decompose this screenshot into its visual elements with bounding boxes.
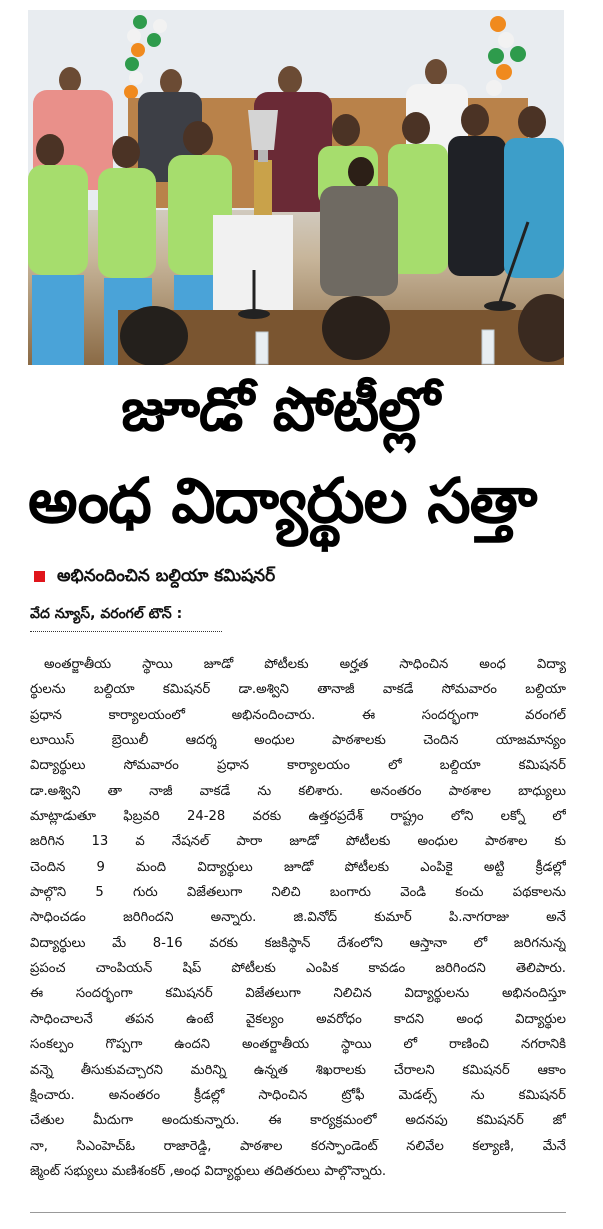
article-line: ప్రపంచ చాంపియన్ షిప్ పోటీలకు ఎంపిక కావడం జరిగిందని తెలిపారు. [30,961,566,977]
article-line: ఈ సందర్భంగా కమిషనర్ విజేతలుగా నిలిచిన విద్యార్థులను అభినందిస్తూ [30,986,566,1002]
dateline-divider [30,631,222,632]
article-line: సంకల్పం గొప్పగా ఉందని అంతర్జాతీయ స్థాయి లో రాణించి నగరానికి [30,1037,566,1053]
article-line: సాధించడం జరిగిందని అన్నారు. జి.వినోద్ కుమార్ పి.నాగరాజు అనే [30,910,566,926]
headline-line-1: జూడో పోటీల్లో [121,375,439,445]
article-line: జరిగిన 13 వ నేషనల్ పారా జూడో పోటీలకు అంధుల పాఠశాల కు [30,834,566,850]
article-line: డా.అశ్విని తా నాజీ వాకడే ను కలిశారు. అనంతరం పాఠశాల బాధ్యులు [30,783,566,799]
photo-illustration [28,10,564,365]
headline-line-2: అంధ విద్యార్థుల సత్తా [28,464,537,537]
article-line: లూయిస్ బ్రెయిలీ ఆదర్శ అంధుల పాఠశాలకు చెందిన యాజమాన్యం [30,733,566,749]
subheading-text: అభినందించిన బల్దియా కమిషనర్ [57,566,276,586]
red-square-bullet-icon [34,571,45,582]
article-line: చేతుల మీదుగా అందుకున్నారు. ఈ కార్యక్రమంలో అదనపు కమిషనర్ జో [30,1113,566,1129]
news-photo [28,10,564,365]
article-body [30,652,566,1184]
subheading [34,566,275,590]
article-line: ర్థులను బల్దియా కమిషనర్ డా.అశ్విని తానాజీ వాకడే సోమవారం బల్దియా [30,682,566,698]
article-line: ప్రధాన కార్యాలయంలో అభినందించారు. ఈ సందర్భంగా వరంగల్ [30,707,566,723]
article-line: వన్నె తీసుకువచ్చారని మరిన్ని ఉన్నత శిఖరాలకు చేరాలని కమిషనర్ ఆకాం [30,1062,566,1078]
article-line: సాధించాలనే తపన ఉంటే వైకల్యం అవరోధం కాదని అంధ విద్యార్థుల [30,1011,566,1027]
article-line: పాల్గొని 5 గురు విజేతలుగా నిలిచి బంగారు వెండి కంచు పథకాలను [30,885,566,901]
article-line: నా, సిఎంహెచ్ఓ రాజారెడ్డి, పాఠశాల కరస్పాండెంట్ నలివేల కల్యాణి, మేనే [30,1138,566,1154]
article-line: క్షించారు. అనంతరం క్రీడల్లో సాధించిన ట్రోఫీ మెడల్స్ ను కమిషనర్ [30,1087,566,1103]
article-line: మాట్లాడుతూ ఫిబ్రవరి 24-28 వరకు ఉత్తరప్రదేశ్ రాష్ట్రం లోని లక్నో లో [30,809,566,825]
article-line: విద్యార్థులు మే 8-16 వరకు కజకిస్థాన్ దేశంలోని ఆస్తానా లో జరిగనున్న [30,935,566,951]
article-line: జ్మెంట్ సభ్యులు మణిశంకర్ ,అంధ విద్యార్థులు తదితరులు పాల్గొన్నారు. [30,1163,387,1179]
article-line: విద్యార్థులు సోమవారం ప్రధాన కార్యాలయం లో బల్దియా కమిషనర్ [30,758,566,774]
article-line: చెందిన 9 మంది విద్యార్థులు జూడో పోటీలకు ఎంపికై అట్టి క్రీడల్లో [30,859,566,875]
bottom-divider [30,1212,566,1213]
article-line: అంతర్జాతీయ స్థాయి జూడో పోటీలకు అర్హత సాధించిన అంధ విద్యా [44,657,566,672]
dateline: వేద న్యూస్, వరంగల్ టౌన్ : [30,606,183,622]
